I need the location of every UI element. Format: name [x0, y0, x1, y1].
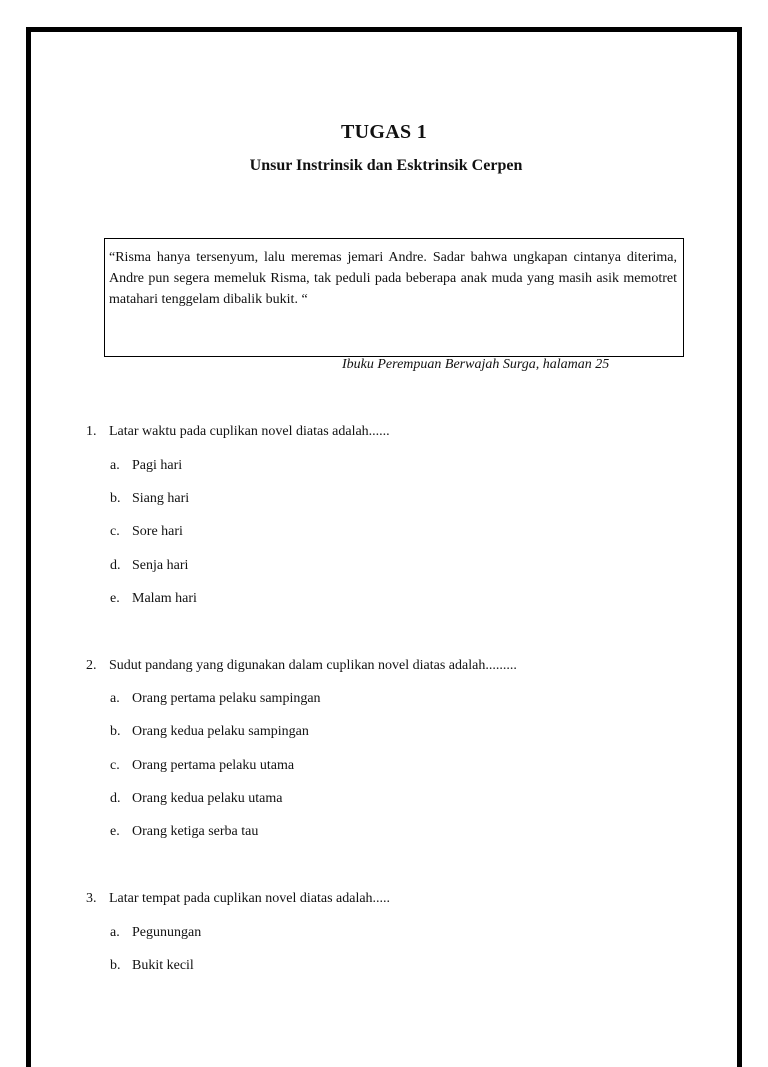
option-letter: d.: [110, 558, 121, 573]
option-text: Sore hari: [132, 524, 183, 539]
option-3a: [110, 925, 201, 941]
option-text: Senja hari: [132, 558, 189, 573]
option-text: Pegunungan: [132, 925, 202, 940]
option-letter: b.: [110, 491, 121, 506]
option-1a: [110, 458, 182, 474]
question-number: 3.: [86, 891, 97, 906]
option-text: Orang ketiga serba tau: [132, 824, 259, 839]
option-letter: a.: [110, 925, 120, 940]
page-border: [26, 27, 742, 1067]
option-2c: [110, 758, 294, 774]
option-1c: [110, 524, 183, 540]
option-text: Bukit kecil: [132, 958, 194, 973]
option-1d: [110, 558, 188, 574]
option-text: Malam hari: [132, 591, 197, 606]
question-1: [86, 424, 390, 440]
question-text: Latar tempat pada cuplikan novel diatas adalah.....: [109, 891, 391, 906]
option-letter: d.: [110, 791, 121, 806]
page-title: TUGAS 1: [340, 121, 427, 143]
option-text: Orang kedua pelaku sampingan: [132, 724, 309, 739]
question-number: 1.: [86, 424, 97, 439]
option-text: Orang pertama pelaku utama: [132, 758, 295, 773]
option-2e: [110, 824, 258, 840]
option-text: Orang pertama pelaku sampingan: [132, 691, 321, 706]
option-letter: a.: [110, 691, 120, 706]
option-letter: a.: [110, 458, 120, 473]
option-letter: c.: [110, 758, 120, 773]
option-2a: [110, 691, 321, 707]
question-2: [86, 658, 517, 674]
option-2b: [110, 724, 309, 740]
option-1b: [110, 491, 189, 507]
quote-text: “Risma hanya tersenyum, lalu meremas jemari Andre. Sadar bahwa ungkapan cintanya diterima, Andre pun segera memeluk Risma, tak peduli pada beberapa anak muda yang masih asik memotret matahari tenggelam dibalik bukit. “: [109, 250, 677, 307]
option-letter: b.: [110, 724, 121, 739]
option-letter: e.: [110, 591, 120, 606]
option-letter: c.: [110, 524, 120, 539]
quote-box: [104, 238, 684, 357]
question-number: 2.: [86, 658, 97, 673]
question-3: [86, 891, 390, 907]
quote-source: Ibuku Perempuan Berwajah Surga, halaman 25: [342, 357, 610, 372]
option-text: Orang kedua pelaku utama: [132, 791, 283, 806]
option-1e: [110, 591, 197, 607]
option-3b: [110, 958, 194, 974]
question-text: Latar waktu pada cuplikan novel diatas adalah......: [109, 424, 390, 439]
option-text: Pagi hari: [132, 458, 183, 473]
page-subtitle: Unsur Instrinsik dan Esktrinsik Cerpen: [249, 157, 523, 174]
option-2d: [110, 791, 282, 807]
question-text: Sudut pandang yang digunakan dalam cuplikan novel diatas adalah.........: [109, 658, 517, 673]
option-letter: b.: [110, 958, 121, 973]
option-text: Siang hari: [132, 491, 190, 506]
option-letter: e.: [110, 824, 120, 839]
